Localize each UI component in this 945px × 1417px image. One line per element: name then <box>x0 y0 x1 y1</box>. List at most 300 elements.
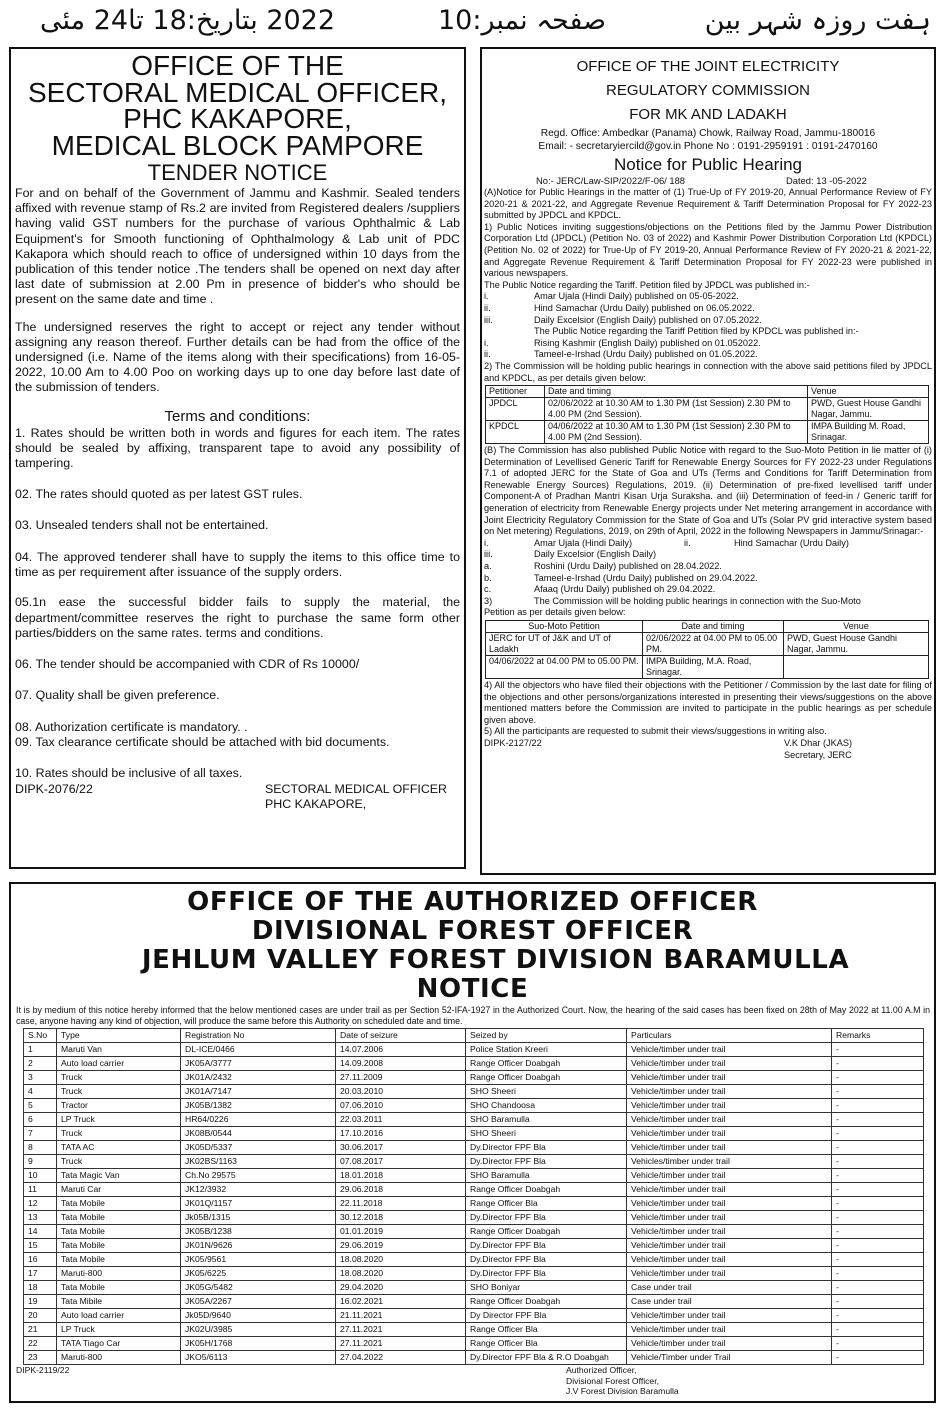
item-text: Tameel-e-Irshad (Urdu Daily) published on 29.04.2022. <box>534 572 758 583</box>
table-cell: KPDCL <box>486 421 545 444</box>
table-cell: SHO Baramulla <box>466 1113 627 1127</box>
item-text: Hind Samachar (Urdu Daily) published on 06.05.2022. <box>534 302 755 313</box>
table-cell: 11 <box>24 1183 57 1197</box>
table-header-cell: Date of seizure <box>336 1029 466 1043</box>
jerc-heading-line: REGULATORY COMMISSION <box>606 82 810 99</box>
term-item: 02. The rates should quoted as per latest GST rules. <box>15 486 303 501</box>
table-cell: Vehicle/timber under trail <box>627 1253 832 1267</box>
table-cell: Tata Mobile <box>57 1253 181 1267</box>
table-cell: Vehicle/timber under trail <box>627 1057 832 1071</box>
table-cell: Vehicle/timber under trail <box>627 1309 832 1323</box>
table-cell: - <box>832 1225 924 1239</box>
table-cell: 30.06.2017 <box>336 1141 466 1155</box>
item-text: Daily Excelsior (English Daily) <box>534 549 657 560</box>
table-cell: - <box>832 1085 924 1099</box>
jerc-paragraph: 2) The Commission will be holding public hearings in connection with the above said petitions filed by JPDCL and KPDCL, as per details given below: <box>484 360 932 383</box>
forest-cases-table <box>23 1028 924 1365</box>
table-cell: Tata Mibile <box>57 1295 181 1309</box>
table-cell: Tractor <box>57 1099 181 1113</box>
publication-item <box>484 326 932 338</box>
table-cell: 14.09.2008 <box>336 1057 466 1071</box>
table-cell: Tata Mobile <box>57 1225 181 1239</box>
table-row <box>486 656 929 679</box>
jerc-paragraph: The Public Notice regarding the Tariff. Petition filed by JPDCL was published in:- <box>484 279 810 290</box>
table-cell: Range Officer Doabgah <box>466 1225 627 1239</box>
table-row <box>24 1239 924 1253</box>
tender-ref: DIPK-2076/22 <box>15 781 93 796</box>
table-cell: 16.02.2021 <box>336 1295 466 1309</box>
table-cell: Tata Mobile <box>57 1211 181 1225</box>
table-cell: 20 <box>24 1309 57 1323</box>
table-cell: Vehicle/timber under trail <box>627 1071 832 1085</box>
item-text: The Commission will be holding public hearings in connection with the Suo-Moto <box>534 595 861 606</box>
table-cell: JK01A/7147 <box>181 1085 336 1099</box>
publication-item <box>484 338 932 350</box>
table-cell: Range Officer Doabgah <box>466 1057 627 1071</box>
table-cell: Police Station Kreeri <box>466 1043 627 1057</box>
table-cell: Tata Mobile <box>57 1197 181 1211</box>
table-row <box>24 1071 924 1085</box>
term-item: 07. Quality shall be given preference. <box>15 688 220 703</box>
table-cell: Vehicles/timber under trail <box>627 1155 832 1169</box>
table-cell: JK05G/5482 <box>181 1281 336 1295</box>
table-cell: - <box>832 1337 924 1351</box>
table-cell: 19 <box>24 1295 57 1309</box>
issue-date: 2022 بتاریخ:18 تا24 مئی <box>40 5 336 36</box>
table-cell: SHO Sheeri <box>466 1127 627 1141</box>
jerc-email: Email: - secretaryiercild@gov.in Phone No : 0191-2959191 : 0191-2470160 <box>538 141 878 152</box>
table-cell: 22 <box>24 1337 57 1351</box>
jerc-ref: DIPK-2127/22 <box>484 737 542 748</box>
table-cell: IMPA Building M. Road, Srinagar. <box>808 421 929 444</box>
table-cell: JK08B/0544 <box>181 1127 336 1141</box>
table-cell: JK05B/1382 <box>181 1099 336 1113</box>
term-item: 03. Unsealed tenders shall not be entertained. <box>15 518 269 533</box>
tender-notice-box <box>9 47 466 869</box>
table-cell: Dy.Director FPF Bla <box>466 1155 627 1169</box>
term-item: 09. Tax clearance certificate should be attached with bid documents. <box>15 734 390 749</box>
publication-item <box>484 291 932 303</box>
table-cell: - <box>832 1155 924 1169</box>
table-cell <box>784 656 929 679</box>
term-item: 04. The approved tenderer shall have to supply the items to this office time to time as per requirement after issuance of the supply orders. <box>15 549 460 580</box>
table-row <box>24 1225 924 1239</box>
table-cell: 22.03.2011 <box>336 1113 466 1127</box>
table-cell: - <box>832 1127 924 1141</box>
publication-item <box>484 573 932 585</box>
table-cell: - <box>832 1351 924 1365</box>
table-cell: - <box>832 1239 924 1253</box>
table-header-row <box>24 1029 924 1043</box>
table-cell: Auto load carrier <box>57 1309 181 1323</box>
jerc-paragraph: Petition as per details given below: <box>484 607 626 618</box>
table-row <box>24 1127 924 1141</box>
table-cell: - <box>832 1253 924 1267</box>
table-cell: JERC for UT of J&K and UT of Ladakh <box>486 633 643 656</box>
table-cell: Dy.Director FPF Bla & R.O Doabgah <box>466 1351 627 1365</box>
item-number: iii. <box>484 549 493 560</box>
table-cell: 04/06/2022 at 04.00 PM to 05.00 PM. <box>486 656 643 679</box>
jerc-heading-line: OFFICE OF THE JOINT ELECTRICITY <box>576 58 840 75</box>
table-cell: 20.03.2010 <box>336 1085 466 1099</box>
term-item: 05.1n ease the successful bidder fails to supply the material, the department/committee reserves the right to purchase the same form other parties/bidders on the same rates. terms and conditions. <box>15 595 460 641</box>
table-row <box>24 1351 924 1365</box>
publication-item <box>484 349 932 361</box>
table-cell: 21.11.2021 <box>336 1309 466 1323</box>
table-cell: Range Officer Bla <box>466 1337 627 1351</box>
table-cell: 17 <box>24 1267 57 1281</box>
table-cell: - <box>832 1197 924 1211</box>
signer-line: Authorized Officer, <box>566 1365 637 1376</box>
table-header-cell: Seized by <box>466 1029 627 1043</box>
table-cell: Truck <box>57 1085 181 1099</box>
table-cell: SHO Sheeri <box>466 1085 627 1099</box>
table-cell: 21 <box>24 1323 57 1337</box>
item-number: ii. <box>484 302 491 313</box>
table-cell: JK12/3932 <box>181 1183 336 1197</box>
table-cell: Range Officer Doabgah <box>466 1295 627 1309</box>
table-cell: 17.10.2016 <box>336 1127 466 1141</box>
table-cell: - <box>832 1281 924 1295</box>
table-cell: JK05/9561 <box>181 1253 336 1267</box>
table-row <box>24 1057 924 1071</box>
table-cell: 29.06.2018 <box>336 1183 466 1197</box>
table-cell: 8 <box>24 1141 57 1155</box>
forest-notice-box <box>9 882 936 1403</box>
table-cell: Vehicle/timber under trail <box>627 1169 832 1183</box>
table-row <box>24 1099 924 1113</box>
item-number: i. <box>484 537 489 548</box>
table-cell: Tata Mobile <box>57 1281 181 1295</box>
table-cell: DL-ICE/0466 <box>181 1043 336 1057</box>
table-row <box>24 1267 924 1281</box>
table-cell: 1 <box>24 1043 57 1057</box>
table-cell: LP Truck <box>57 1113 181 1127</box>
table-cell: 15 <box>24 1239 57 1253</box>
tender-paragraph: For and on behalf of the Government of Jammu and Kashmir. Sealed tenders affixed with revenue stamp of Rs.2 are invited from Registered dealers /suppliers having valid GST numbers for the purchase of various Ophthalmic & Lab Equipment's for Smooth functioning of Ophthalmology & Lab unit of PDC Kakapora which should reach to office of undersigned within 10 days from the publication of this tender notice .The tenders shall be opened on next day after last date of submission at 2.00 Pm in presence of bidder's who should be present on the same date and time . <box>15 186 460 307</box>
table-cell: PWD, Guest House Gandhi Nagar, Jammu. <box>808 398 929 421</box>
table-cell: - <box>832 1295 924 1309</box>
table-cell: Dy.Director FPF Bla <box>466 1141 627 1155</box>
jerc-paragraph: (B) The Commission has also published Public Notice with regard to the Suo-Moto Petition in lie matter of (i) Determination of Levellised Generic Tariff for Renewable Energy Sources for FY 2022-23 under Regulations 7.1 of adopted JERC for the State of Goa and UTs (Terms and Conditions for Tariff Determination from Renewable Energy Sources) Regulations, 2019. (ii) Determination of pre-fixed levellised tariff under Component-A of Pradhan Mantri Kisan Urja Suraksha. and (iii) Determination of feed-in / Generic tariff for generation of electricity from Renewable Energy projects under Net metering arrangement in accordance with Joint Electricity Regulatory Commission for the State of Goa and UTs (Solar PV grid interactive system based on Net metering) Regulations, 2019, on 29th of April, 2022 in the following Newspapers in Jammu/Srinagar:- <box>484 445 932 537</box>
table-cell: 29.04.2020 <box>336 1281 466 1295</box>
publication-item <box>484 303 932 315</box>
table-row <box>24 1309 924 1323</box>
signer-line: J.V Forest Division Baramulla <box>566 1386 679 1397</box>
table-cell: - <box>832 1113 924 1127</box>
table-header-cell: Remarks <box>832 1029 924 1043</box>
tender-heading-line: PHC KAKAPORE, <box>123 103 352 134</box>
table-cell: Vehicle/timber under trail <box>627 1183 832 1197</box>
forest-ref: DIPK-2119/22 <box>16 1365 70 1376</box>
table-cell: Vehicle/timber under trail <box>627 1043 832 1057</box>
publication-item <box>484 538 932 550</box>
table-cell: 30.12.2018 <box>336 1211 466 1225</box>
table-cell: TATA Tiago Car <box>57 1337 181 1351</box>
table-cell: - <box>832 1099 924 1113</box>
signer-line: Secretary, JERC <box>784 749 852 760</box>
item-number: 3) <box>484 595 493 606</box>
table-header-cell: Venue <box>784 621 929 633</box>
jerc-paragraph: (A)Notice for Public Hearings in the matter of (1) True-Up of FY 2019-20, Annual Performance Review of FY 2020-21 & 2021-22, and Aggregate Revenue Requirement & Tariff Determination Proposal for FY 2022-23 submitted by JPDCL and KPDCL. <box>484 187 932 221</box>
table-cell: Dy Director FPF Bla <box>466 1309 627 1323</box>
table-cell: - <box>832 1211 924 1225</box>
publication-item <box>484 549 932 561</box>
table-row <box>486 421 929 444</box>
table-header-cell: Petitioner <box>486 386 545 398</box>
table-cell: Case under trail <box>627 1281 832 1295</box>
item-number: ii. <box>684 537 691 548</box>
table-row <box>486 398 929 421</box>
item-number: iii. <box>484 314 493 325</box>
table-cell: Dy.Director FPF Bla <box>466 1211 627 1225</box>
signer-line: PHC KAKAPORE, <box>265 796 367 811</box>
table-cell: Vehicle/timber under trail <box>627 1099 832 1113</box>
item-text: Daily Excelsior (English Daily) published on 07.05.2022. <box>534 314 762 325</box>
table-row <box>24 1281 924 1295</box>
table-cell: Jk05B/1315 <box>181 1211 336 1225</box>
publication-item <box>484 561 932 573</box>
table-cell: 29.06.2019 <box>336 1239 466 1253</box>
table-row <box>24 1085 924 1099</box>
table-cell: 01.01.2019 <box>336 1225 466 1239</box>
table-cell: 27.11.2021 <box>336 1337 466 1351</box>
table-cell: 5 <box>24 1099 57 1113</box>
table-cell: JK05D/5337 <box>181 1141 336 1155</box>
table-cell: 02/06/2022 at 04.00 PM to 05.00 PM. <box>643 633 784 656</box>
table-header-cell: Date and timing <box>643 621 784 633</box>
forest-signature <box>16 1365 929 1405</box>
forest-intro: It is by medium of this notice hereby informed that the below mentioned cases are under trail as per Section 52-IFA-1927 in the Authorized Court. Now, the hearing of the said cases has been fixed on 28th of May 2022 at 11.00 A.M in case, anyone having any kind of objection, will produce the same before this Authority on scheduled date and time. <box>16 1005 930 1026</box>
table-cell: JK01A/2432 <box>181 1071 336 1085</box>
table-cell: 18.08.2020 <box>336 1267 466 1281</box>
jerc-number: No:- JERC/Law-SIP/2022/F-06/ 188 <box>536 175 686 186</box>
forest-heading-line: OFFICE OF THE AUTHORIZED OFFICER <box>187 887 758 917</box>
table-cell: - <box>832 1169 924 1183</box>
table-cell: 10 <box>24 1169 57 1183</box>
forest-heading-line: JEHLUM VALLEY FOREST DIVISION BARAMULLA <box>141 945 850 975</box>
publication-item <box>484 315 932 327</box>
hearing-table <box>485 385 929 444</box>
table-row <box>24 1197 924 1211</box>
publication-item <box>484 584 932 596</box>
jerc-notice-box <box>480 47 936 875</box>
signer-line: Divisional Forest Officer, <box>566 1375 659 1386</box>
table-cell: Vehicle/timber under trail <box>627 1337 832 1351</box>
table-cell: 4 <box>24 1085 57 1099</box>
table-cell: Tata Mobile <box>57 1239 181 1253</box>
tender-signature <box>15 782 460 812</box>
suo-moto-table <box>485 620 929 679</box>
table-cell: 3 <box>24 1071 57 1085</box>
table-cell: Dy.Director FPF Bla <box>466 1253 627 1267</box>
term-item: 06. The tender should be accompanied with CDR of Rs 10000/ <box>15 656 360 671</box>
table-header-cell: Suo-Moto Petition <box>486 621 643 633</box>
table-cell: 13 <box>24 1211 57 1225</box>
table-cell: Vehicle/timber under trail <box>627 1211 832 1225</box>
table-cell: 6 <box>24 1113 57 1127</box>
table-cell: Dy.Director FPF Bla <box>466 1239 627 1253</box>
table-cell: Vehicle/timber under trail <box>627 1239 832 1253</box>
item-text: Roshini (Urdu Daily) published on 28.04.2022. <box>534 561 722 572</box>
table-cell: Jk05D/9640 <box>181 1309 336 1323</box>
item-number: ii. <box>484 349 491 360</box>
table-cell: Vehicle/timber under trail <box>627 1267 832 1281</box>
item-text: Amar Ujala (Hindi Daily) <box>534 537 633 548</box>
jerc-signature <box>484 738 932 774</box>
table-cell: - <box>832 1043 924 1057</box>
table-cell: Ch.No 29575 <box>181 1169 336 1183</box>
table-cell: Tata Magic Van <box>57 1169 181 1183</box>
tender-paragraph: The undersigned reserves the right to accept or reject any tender without assigning any reason thereof. Further details can be had from the office of the undersigned (i.e. Name of the items along with their specifications) from 16-05-2022, 10.00 Am to 4.00 Poo on working days up to one day before last date of the submission of tenders. <box>15 319 460 395</box>
table-header-cell: Venue <box>808 386 929 398</box>
table-row <box>24 1323 924 1337</box>
table-cell: 27.04.2022 <box>336 1351 466 1365</box>
table-header-cell: Date and timing <box>545 386 808 398</box>
item-text: Rising Kashmir (English Daily) published on 01.052022. <box>534 337 761 348</box>
table-cell: - <box>832 1057 924 1071</box>
item-number: a. <box>484 561 492 572</box>
table-cell: JK02BS/1163 <box>181 1155 336 1169</box>
table-cell: Maruti Van <box>57 1043 181 1057</box>
table-cell: Vehicle/timber under trail <box>627 1323 832 1337</box>
table-cell: 07.06.2010 <box>336 1099 466 1113</box>
jerc-date: Dated: 13 -05-2022 <box>786 175 867 186</box>
item-number: i. <box>484 337 489 348</box>
table-row <box>24 1155 924 1169</box>
table-cell: JK01Q/1157 <box>181 1197 336 1211</box>
jerc-paragraph: 5) All the participants are requested to submit their views/suggestions in writing also. <box>484 726 827 737</box>
table-cell: JK05A/2267 <box>181 1295 336 1309</box>
newspaper-name: ہفت روزہ شہر بین <box>704 5 931 36</box>
table-header-row <box>486 621 929 633</box>
item-text: Tameel-e-Irshad (Urdu Daily) published on 01.05.2022. <box>534 349 758 360</box>
table-row <box>24 1253 924 1267</box>
table-cell: LP Truck <box>57 1323 181 1337</box>
table-cell: - <box>832 1183 924 1197</box>
terms-title: Terms and conditions: <box>164 407 311 425</box>
table-header-cell: S.No <box>24 1029 57 1043</box>
table-cell: 27.11.2021 <box>336 1323 466 1337</box>
jerc-heading-line: FOR MK AND LADAKH <box>629 106 787 123</box>
table-cell: 2 <box>24 1057 57 1071</box>
table-cell: IMPA Building, M.A. Road, Srinagar. <box>643 656 784 679</box>
table-cell: Truck <box>57 1155 181 1169</box>
forest-heading-line: NOTICE <box>416 974 529 1004</box>
tender-signer <box>265 782 447 812</box>
table-row <box>486 633 929 656</box>
table-cell: Case under trail <box>627 1295 832 1309</box>
table-cell: 04/06/2022 at 10.30 AM to 1.30 PM (1st Session) 2.30 PM to 4.00 PM (2nd Session). <box>545 421 808 444</box>
item-number: b. <box>484 572 492 583</box>
signer-line: SECTORAL MEDICAL OFFICER <box>265 781 447 796</box>
table-cell: 07.08.2017 <box>336 1155 466 1169</box>
table-cell: JK05H/1768 <box>181 1337 336 1351</box>
table-cell: 27.11.2009 <box>336 1071 466 1085</box>
table-cell: Vehicle/timber under trail <box>627 1085 832 1099</box>
table-cell: Range Officer Bla <box>466 1197 627 1211</box>
table-cell: PWD, Guest House Gandhi Nagar, Jammu. <box>784 633 929 656</box>
table-cell: Maruti-800 <box>57 1267 181 1281</box>
item-text: Amar Ujala (Hindi Daily) published on 05-05-2022. <box>534 291 739 302</box>
table-cell: Maruti-800 <box>57 1351 181 1365</box>
term-item: 1. Rates should be written both in words and figures for each item. The rates should be sealed by affixing, transparent tape to avoid any possibility of tampering. <box>15 425 460 471</box>
table-row <box>24 1295 924 1309</box>
table-cell: JK05B/1238 <box>181 1225 336 1239</box>
table-cell: JK05A/3777 <box>181 1057 336 1071</box>
table-cell: 14.07.2006 <box>336 1043 466 1057</box>
table-row <box>24 1337 924 1351</box>
table-cell: Vehicle/timber under trail <box>627 1127 832 1141</box>
table-cell: JK01N/9626 <box>181 1239 336 1253</box>
table-cell: 9 <box>24 1155 57 1169</box>
tender-heading-line: MEDICAL BLOCK PAMPORE <box>51 129 424 161</box>
jerc-notice-title: Notice for Public Hearing <box>613 155 803 174</box>
table-cell: SHO Baramulla <box>466 1169 627 1183</box>
jerc-paragraph: 1) Public Notices inviting suggestions/objections on the Petitions filed by the Jammu Power Distribution Corporation Ltd (JPDCL) (Petition No. 03 of 2022) and Kashmir Power Distribution Corporation Ltd (KPDCL) (Petition No. 02 of 2022) for True-Up of FY 2019-20, Annual Performance Review of FY 2020-21 & 2021-22, and Aggregate Revenue Requirement & Tariff Determination Proposal for FY 2022-23 were published in various newspapers. <box>484 221 932 279</box>
table-cell: JK02U/3985 <box>181 1323 336 1337</box>
tender-heading-line: OFFICE OF THE <box>131 50 344 81</box>
table-cell: JKO5/6113 <box>181 1351 336 1365</box>
table-cell: Vehicle/timber under trail <box>627 1141 832 1155</box>
term-item: 10. Rates should be inclusive of all taxes. <box>15 766 243 781</box>
table-cell: 12 <box>24 1197 57 1211</box>
table-cell: Range Officer Doabgah <box>466 1071 627 1085</box>
table-cell: JPDCL <box>486 398 545 421</box>
table-header-cell: Particulars <box>627 1029 832 1043</box>
table-row <box>24 1211 924 1225</box>
table-cell: - <box>832 1141 924 1155</box>
table-cell: - <box>832 1267 924 1281</box>
item-number: i. <box>484 291 489 302</box>
table-row <box>24 1141 924 1155</box>
term-item: 08. Authorization certificate is mandatory. . <box>15 719 248 734</box>
table-cell: 22.11.2018 <box>336 1197 466 1211</box>
table-cell: JK05/6225 <box>181 1267 336 1281</box>
jerc-address: Regd. Office: Ambedkar (Panama) Chowk, Railway Road, Jammu-180016 <box>540 128 876 139</box>
jerc-paragraph: 4) All the objectors who have filed their objections with the Petitioner / Commission by the last date for filing of the objections and other persons/organizations interested in presenting their views/suggestions on the above mentioned matters before the Commission are invited to participate in the public hearings as per schedule given above. <box>484 680 932 725</box>
table-row <box>24 1169 924 1183</box>
masthead <box>0 0 945 42</box>
table-row <box>24 1043 924 1057</box>
table-cell: 18 <box>24 1281 57 1295</box>
table-cell: Vehicle/Timber under Trail <box>627 1351 832 1365</box>
table-cell: Vehicle/timber under trail <box>627 1225 832 1239</box>
forest-heading-line: DIVISIONAL FOREST OFFICER <box>251 916 694 946</box>
table-row <box>24 1183 924 1197</box>
table-cell: 18.01.2018 <box>336 1169 466 1183</box>
table-cell: SHO Chandoosa <box>466 1099 627 1113</box>
forest-signer <box>566 1365 679 1397</box>
table-cell: 14 <box>24 1225 57 1239</box>
table-header-cell: Registration No <box>181 1029 336 1043</box>
item-text: The Public Notice regarding the Tariff Petition filed by KPDCL was published in:- <box>534 326 859 337</box>
jerc-number-line <box>482 175 934 187</box>
table-cell: 02/06/2022 at 10.30 AM to 1.30 PM (1st Session) 2.30 PM to 4.00 PM (2nd Session). <box>545 398 808 421</box>
table-cell: - <box>832 1323 924 1337</box>
item-text: Afaaq (Urdu Daily) published oh 29.04.2022. <box>534 584 716 595</box>
table-cell: TATA AC <box>57 1141 181 1155</box>
table-cell: Truck <box>57 1127 181 1141</box>
signer-line: V.K Dhar (JKAS) <box>784 737 853 748</box>
item-number: c. <box>484 584 492 595</box>
tender-heading-line: SECTORAL MEDICAL OFFICER, <box>27 76 448 108</box>
table-cell: HR64/0226 <box>181 1113 336 1127</box>
table-cell: Dy.Director FPF Bla <box>466 1267 627 1281</box>
table-cell: - <box>832 1071 924 1085</box>
table-cell: 23 <box>24 1351 57 1365</box>
table-cell: SHO Boniyar <box>466 1281 627 1295</box>
